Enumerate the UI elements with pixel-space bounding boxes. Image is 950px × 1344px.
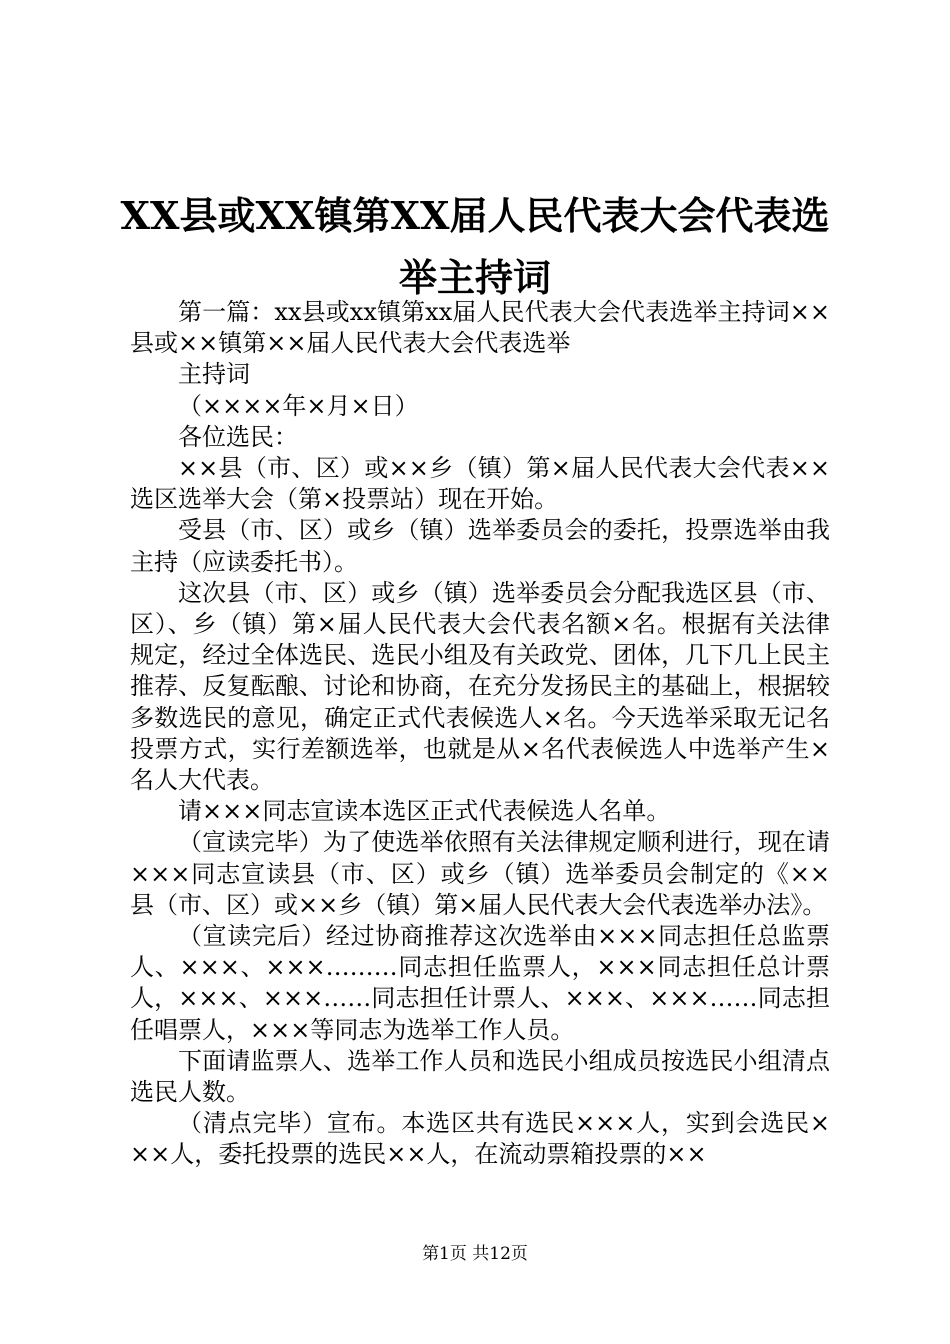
document-title: XX县或XX镇第XX届人民代表大会代表选举主持词 <box>120 193 830 300</box>
paragraph: （宣读完后）经过协商推荐这次选举由×××同志担任总监票人、×××、×××………同志担任监票人，×××同志担任总计票人，×××、×××……同志担任计票人、×××、×××……同志担任唱票人，×××等同志为选举工作人员。 <box>130 922 830 1044</box>
page-number-footer: 第1页 共12页 <box>422 1244 528 1264</box>
paragraph: 主持词 <box>178 360 250 389</box>
paragraph: 第一篇：xx县或xx镇第xx届人民代表大会代表选举主持词××县或××镇第××届人民代表大会代表选举 <box>130 298 830 358</box>
paragraph: 请×××同志宣读本选区正式代表候选人名单。 <box>178 797 671 826</box>
document-body <box>130 297 830 1171</box>
paragraph: 各位选民： <box>178 422 298 451</box>
paragraph: （宣读完毕）为了使选举依照有关法律规定顺利进行，现在请×××同志宣读县（市、区）或乡（镇）选举委员会制定的《××县（市、区）或××乡（镇）第×届人民代表大会代表选举办法》。 <box>130 828 830 919</box>
paragraph: ××县（市、区）或××乡（镇）第×届人民代表大会代表××选区选举大会（第×投票站）现在开始。 <box>130 454 830 514</box>
paragraph: 下面请监票人、选举工作人员和选民小组成员按选民小组清点选民人数。 <box>130 1046 830 1107</box>
paragraph: 受县（市、区）或乡（镇）选举委员会的委托，投票选举由我主持（应读委托书）。 <box>130 516 830 576</box>
paragraph: （清点完毕）宣布。本选区共有选民×××人，实到会选民×××人，委托投票的选民××人，在流动票箱投票的×× <box>130 1109 830 1169</box>
paragraph: （××××年×月×日） <box>178 391 419 420</box>
paragraph: 这次县（市、区）或乡（镇）选举委员会分配我选区县（市、区）、乡（镇）第×届人民代表大会代表名额×名。根据有关法律规定，经过全体选民、选民小组及有关政党、团体，几下几上民主推荐、反复酝酿、讨论和协商，在充分发扬民主的基础上，根据较多数选民的意见，确定正式代表候选人×名。今天选举采取无记名投票方式，实行差额选举，也就是从×名代表候选人中选举产生×名人大代表。 <box>130 578 830 795</box>
